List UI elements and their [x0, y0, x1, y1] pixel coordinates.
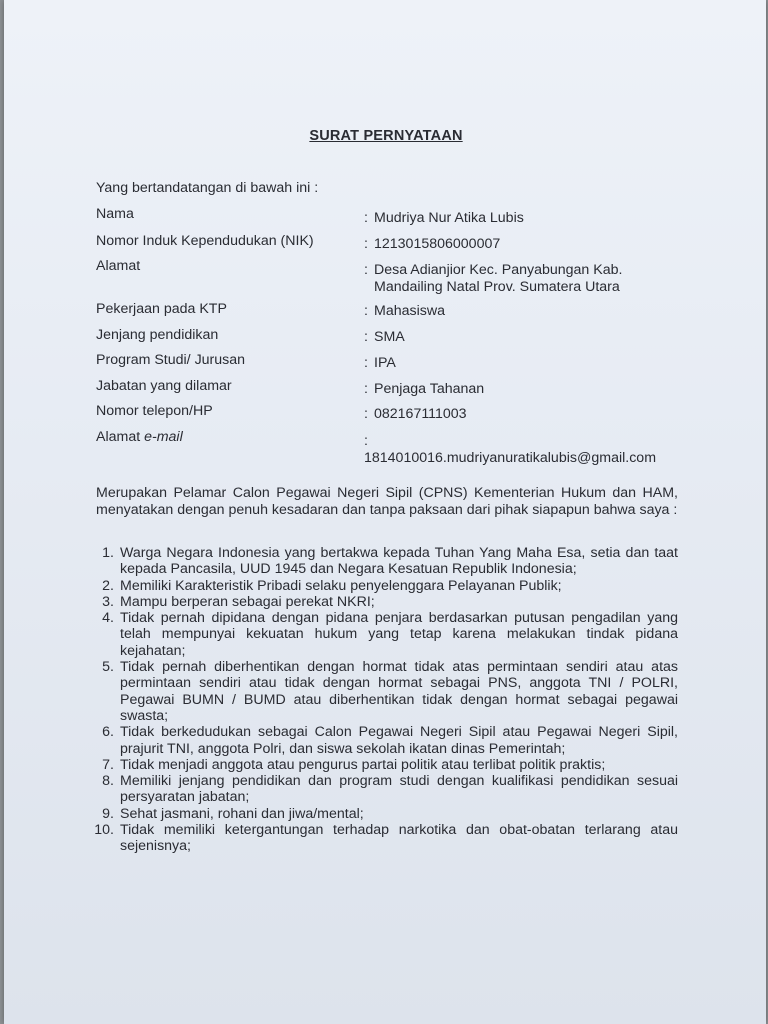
field-value: Mahasiswa — [374, 303, 445, 319]
field-value: IPA — [374, 355, 396, 371]
field-value: SMA — [374, 329, 405, 345]
field-label: Jabatan yang dilamar — [96, 378, 232, 394]
field-label: Alamat e-mail — [96, 429, 183, 445]
field-label: Pekerjaan pada KTP — [96, 301, 227, 317]
field-value: 082167111003 — [374, 406, 467, 422]
field-value: 1213015806000007 — [374, 236, 501, 252]
list-item: 8. Memiliki jenjang pendidikan dan program studi dengan kualifikasi pendidikan sesuai persyaratan jabatan; — [102, 773, 678, 806]
list-item: 4. Tidak pernah dipidana dengan pidana penjara berdasarkan putusan pengadilan yang telah mempunyai kekuatan hukum yang tetap karena melakukan tindak pidana kejahatan; — [102, 610, 678, 659]
field-label: Alamat — [96, 258, 141, 274]
list-item: 2. Memiliki Karakteristik Pribadi selaku penyelenggara Pelayanan Publik; — [102, 577, 562, 594]
field-value: 1814010016.mudriyanuratikalubis@gmail.com — [364, 450, 657, 466]
statement-paragraph: Merupakan Pelamar Calon Pegawai Negeri Sipil (CPNS) Kementerian Hukum dan HAM, menyatakan dengan penuh kesadaran dan tanpa paksaan dari pihak siapapun bahwa saya : — [96, 485, 678, 518]
field-label: Nomor telepon/HP — [96, 403, 213, 419]
list-item: 1. Warga Negara Indonesia yang bertakwa kepada Tuhan Yang Maha Esa, setia dan taat kepada Pancasila, UUD 1945 dan Negara Kesatuan Republik Indonesia; — [102, 545, 678, 578]
field-label: Nomor Induk Kependudukan (NIK) — [96, 233, 314, 249]
field-value: Mudriya Nur Atika Lubis — [374, 210, 524, 226]
list-item: 7. Tidak menjadi anggota atau pengurus partai politik atau terlibat politik praktis; — [102, 756, 606, 773]
list-item: 5. Tidak pernah diberhentikan dengan hormat tidak atas permintaan sendiri atau atas permintaan sendiri atau tidak dengan hormat sebagai PNS, anggota TNI / POLRI, Pegawai BUMN / BUMD atau diberhentikan tidak dengan hormat sebagai pegawai swasta; — [102, 659, 678, 724]
list-item: 9. Sehat jasmani, rohani dan jiwa/mental; — [102, 805, 364, 822]
list-item: 10. Tidak memiliki ketergantungan terhadap narkotika dan obat-obatan terlarang atau sejenisnya; — [94, 822, 678, 855]
field-value: Penjaga Tahanan — [374, 381, 485, 397]
list-item: 6. Tidak berkedudukan sebagai Calon Pegawai Negeri Sipil atau Pegawai Negeri Sipil, prajurit TNI, anggota Polri, dan siswa sekolah ikatan dinas Pemerintah; — [102, 724, 678, 757]
field-value: Desa Adianjior Kec. Panyabungan Kab. Mandailing Natal Prov. Sumatera Utara — [374, 262, 623, 295]
field-label: Program Studi/ Jurusan — [96, 352, 246, 368]
document-title: SURAT PERNYATAAN — [309, 128, 463, 144]
intro-text: Yang bertandatangan di bawah ini : — [96, 180, 319, 196]
statement-list — [96, 545, 678, 855]
field-label: Jenjang pendidikan — [96, 327, 219, 343]
field-label: Nama — [96, 206, 134, 222]
paper-sheet: SURAT PERNYATAAN Yang bertandatangan di bawah ini : Nama : Mudriya Nur Atika Lubis Nomor Induk Kependudukan (NIK) : 1213015806000007 Alamat : Desa Adianjior Kec. Panyabungan Kab. Mandailing Natal Prov. Sumatera Utara Pekerjaan pada KTP : Mahasiswa Jenjang pendidikan : SMA Program Studi/ Jurusan : IPA Jabatan yang dilamar : Penjaga Tahanan Nomor telepon/HP : 082167111003 Alamat e-mail :1814010016.mudriyanuratikalubis@gmail.com Merupakan Pelamar Calon Pegawai Negeri Sipil (CPNS) Kementerian Hukum dan HAM, menyatakan dengan penuh kesadaran dan tanpa paksaan dari pihak siapapun bahwa saya : 1. Warga Negara Indonesia yang bertakwa kepada Tuhan Yang Maha Esa, setia dan taat kepada Pancasila, UUD 1945 dan Negara Kesatuan Republik Indonesia; 2. Memiliki Karakteristik Pribadi selaku penyelenggara Pelayanan Publik; 3. Mampu berperan sebagai perekat NKRI; 4. Tidak pernah dipidana dengan pidana penjara berdasarkan putusan pengadilan yang telah mempunyai kekuatan hukum yang tetap karena melakukan tindak pidana kejahatan; 5. Tidak pernah diberhentikan dengan hormat tidak atas permintaan sendiri atau atas permintaan sendiri atau tidak dengan hormat sebagai PNS, anggota TNI / POLRI, Pegawai BUMN / BUMD atau diberhentikan tidak dengan hormat sebagai pegawai swasta; 6. Tidak berkedudukan sebagai Calon Pegawai Negeri Sipil atau Pegawai Negeri Sipil, prajurit TNI, anggota Polri, dan siswa sekolah ikatan dinas Pemerintah; 7. Tidak menjadi anggota atau pengurus partai politik atau terlibat politik praktis; 8. Memiliki jenjang pendidikan dan program studi dengan kualifikasi pendidikan sesuai persyaratan jabatan; 9. Sehat jasmani, rohani dan jiwa/mental; 10. Tidak memiliki ketergantungan terhadap narkotika dan obat-obatan terlarang atau sejenisnya; — [4, 0, 766, 1024]
list-item: 3. Mampu berperan sebagai perekat NKRI; — [102, 593, 375, 610]
